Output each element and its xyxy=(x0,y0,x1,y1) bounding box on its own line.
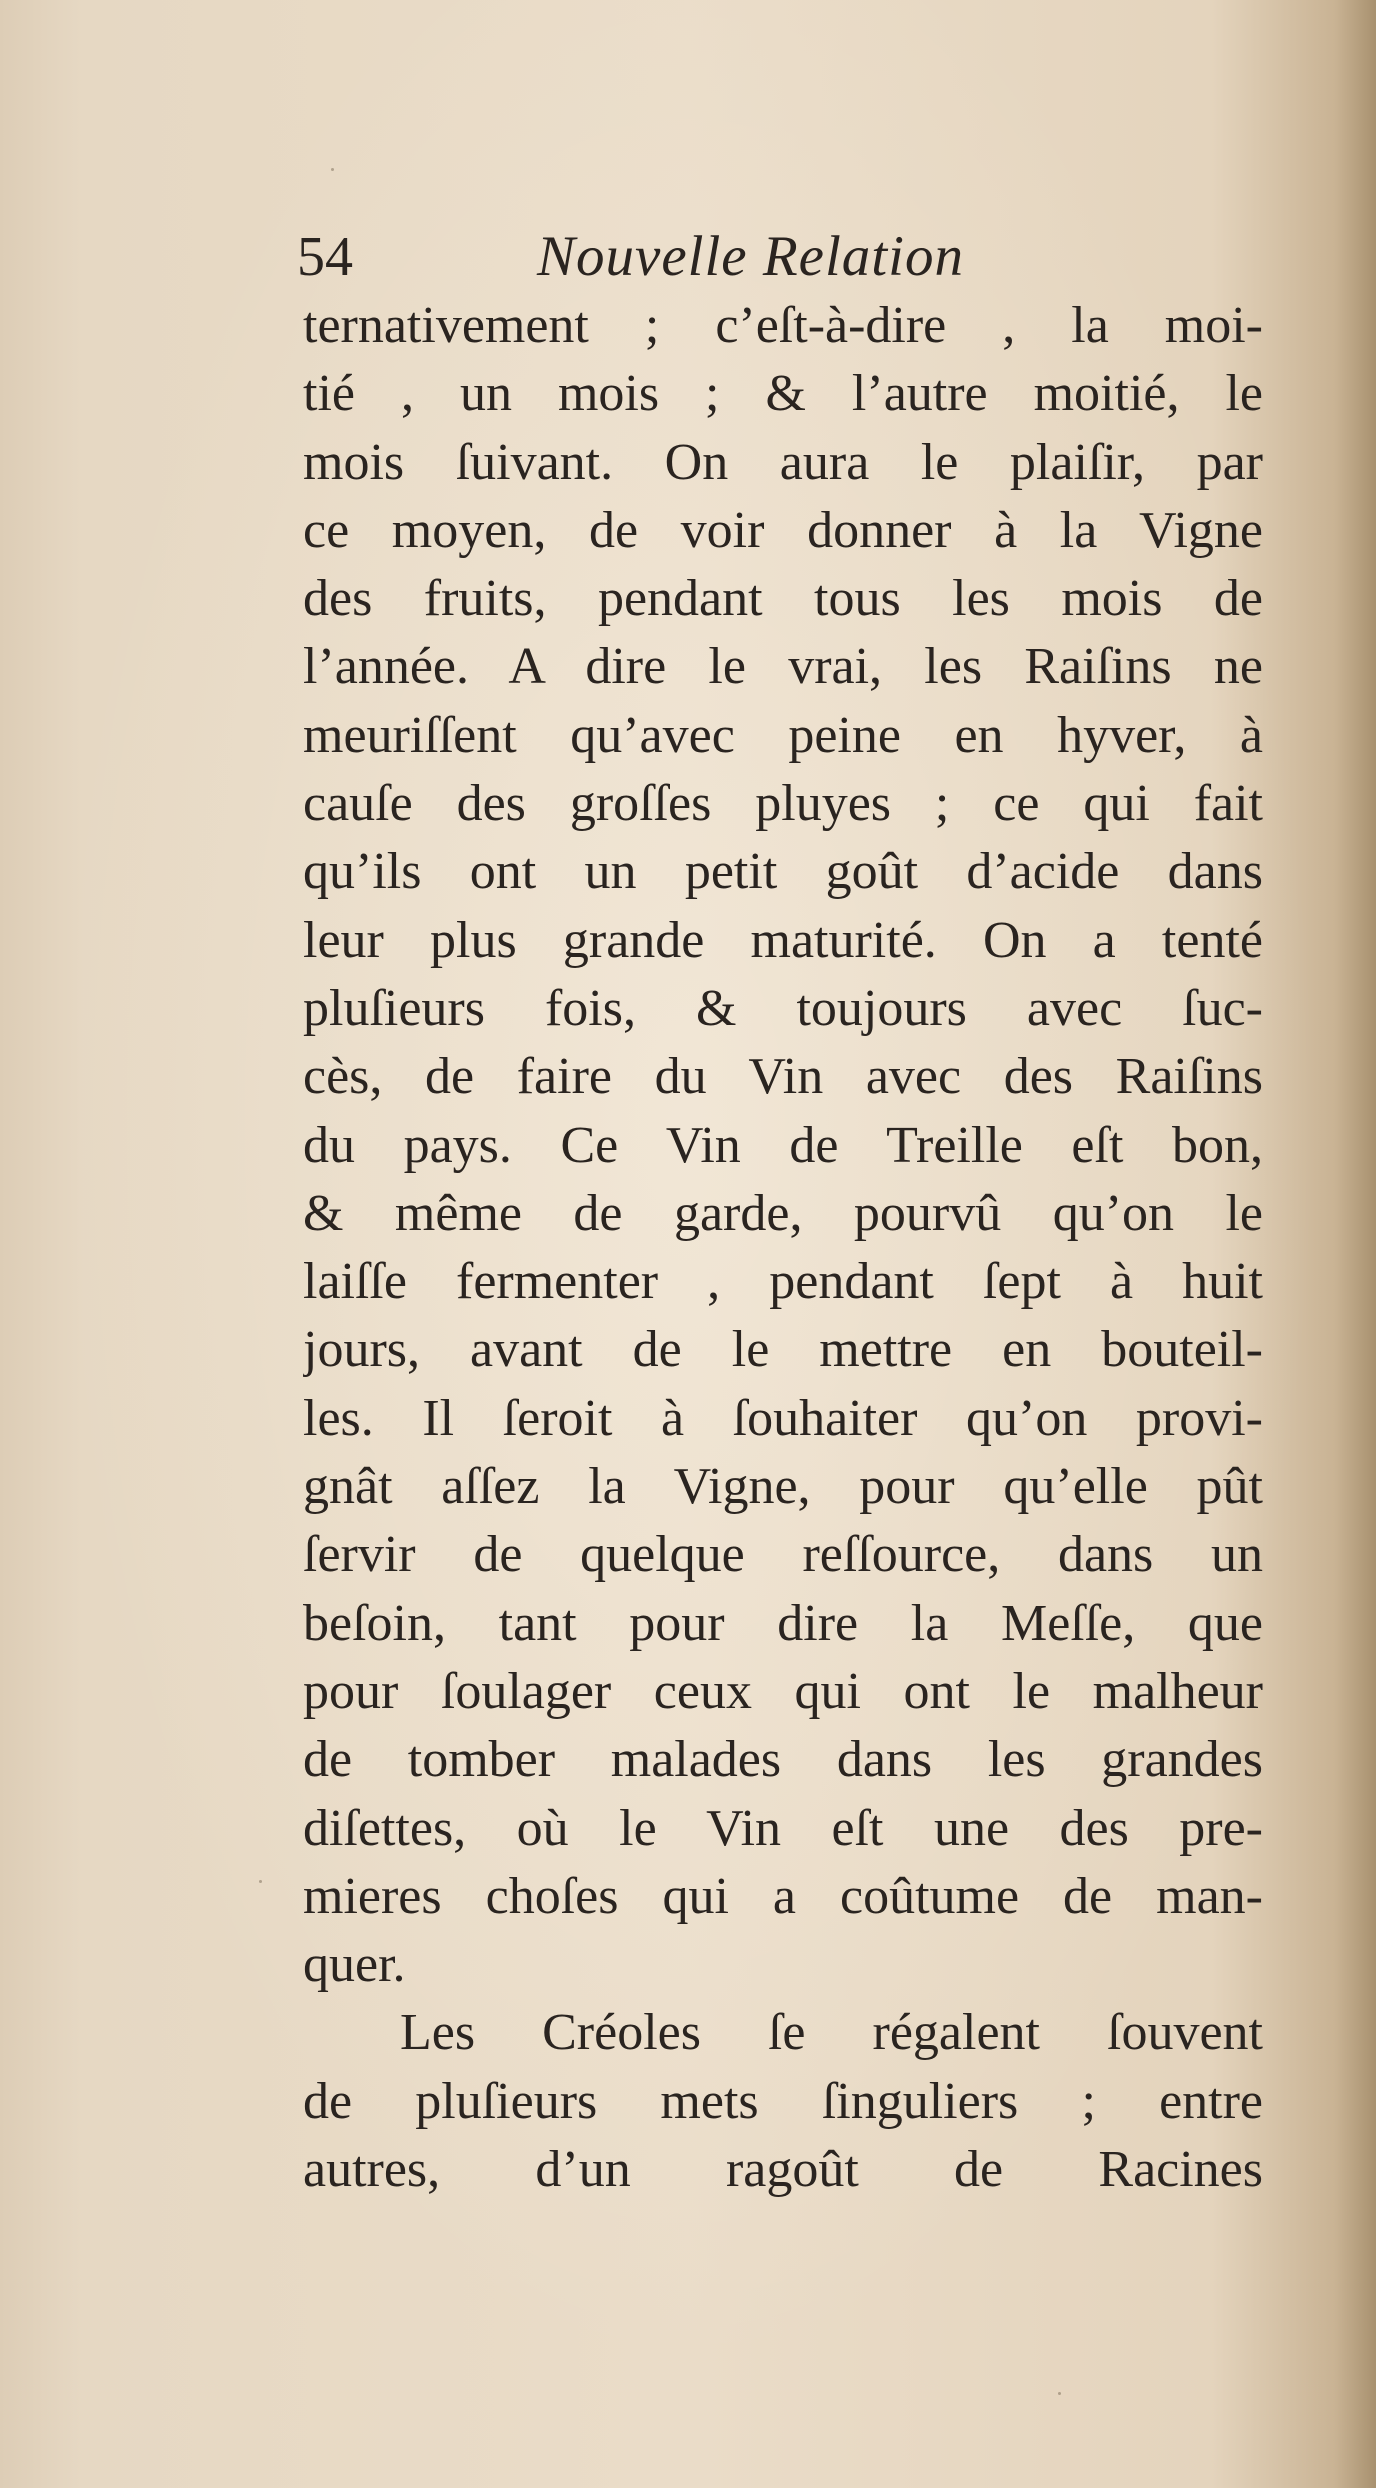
text-line: pluſieurs fois, & toujours avec ſuc- xyxy=(303,979,1263,1037)
text-line: quer. xyxy=(303,1936,406,1994)
text-line: mois ſuivant. On aura le plaiſir, par xyxy=(303,433,1263,491)
text-line: du pays. Ce Vin de Treille eſt bon, xyxy=(303,1116,1263,1174)
text-line: ſervir de quelque reſſource, dans un xyxy=(303,1526,1263,1584)
body-text xyxy=(303,292,1263,2204)
text-line: jours, avant de le mettre en bouteil- xyxy=(303,1321,1263,1379)
text-line: cauſe des groſſes pluyes ; ce qui fait xyxy=(303,775,1263,833)
text-line: gnât aſſez la Vigne, pour qu’elle pût xyxy=(303,1458,1263,1516)
text-line: meuriſſent qu’avec peine en hyver, à xyxy=(303,706,1263,764)
page-number: 54 xyxy=(297,226,353,288)
text-line: mieres choſes qui a coûtume de man- xyxy=(303,1867,1263,1925)
paper-speck xyxy=(1058,2392,1061,2395)
text-line: beſoin, tant pour dire la Meſſe, que xyxy=(303,1594,1263,1652)
text-line: autres, d’un ragoût de Racines xyxy=(303,2141,1263,2199)
text-line: des fruits, pendant tous les mois de xyxy=(303,570,1263,628)
text-line: laiſſe fermenter , pendant ſept à huit xyxy=(303,1253,1263,1311)
paper-speck xyxy=(259,1880,262,1883)
text-line: les. Il ſeroit à ſouhaiter qu’on provi- xyxy=(303,1389,1263,1447)
text-line: l’année. A dire le vrai, les Raiſins ne xyxy=(303,638,1263,696)
text-line: de tomber malades dans les grandes xyxy=(303,1731,1263,1789)
text-line: qu’ils ont un petit goût d’acide dans xyxy=(303,843,1263,901)
text-line: & même de garde, pourvû qu’on le xyxy=(303,1184,1263,1242)
paragraph-start-line: Les Créoles ſe régalent ſouvent xyxy=(400,2004,1263,2062)
text-line: tié , un mois ; & l’autre moitié, le xyxy=(303,365,1263,423)
text-line: ternativement ; c’eſt-à-dire , la moi- xyxy=(303,297,1263,354)
page-header xyxy=(297,222,1057,292)
text-line: leur plus grande maturité. On a tenté xyxy=(303,911,1263,969)
paper-speck xyxy=(331,168,334,171)
running-title: Nouvelle Relation xyxy=(537,225,964,288)
text-line: pour ſoulager ceux qui ont le malheur xyxy=(303,1662,1263,1720)
text-line: ce moyen, de voir donner à la Vigne xyxy=(303,501,1263,559)
text-line: de pluſieurs mets ſinguliers ; entre xyxy=(303,2072,1263,2130)
text-line: cès, de faire du Vin avec des Raiſins xyxy=(303,1048,1263,1106)
text-line: diſettes, où le Vin eſt une des pre- xyxy=(303,1799,1263,1857)
